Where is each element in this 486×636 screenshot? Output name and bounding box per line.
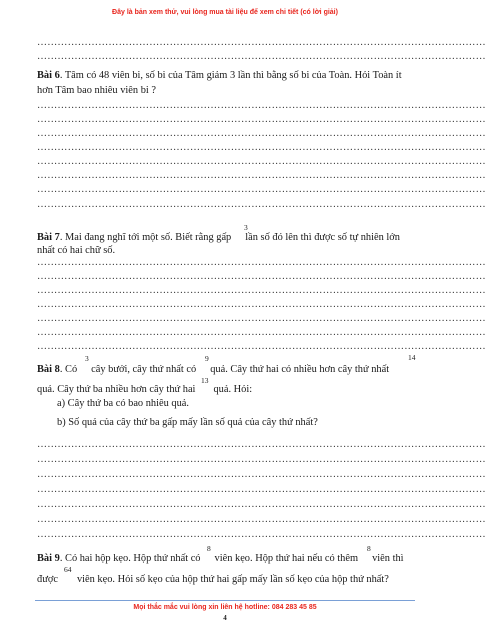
bai8-option-b: b) Số quả của cây thứ ba gấp mấy lần số quả của cây thứ nhất? <box>57 417 318 428</box>
bai8-num-14: 14 <box>408 353 416 362</box>
bai7-text1a: . Mai đang nghĩ tới một số. Biết rằng gấp <box>59 232 232 243</box>
answer-line: …………………………………………………………………………………………………………………… <box>37 184 486 195</box>
page-number: 4 <box>223 614 227 622</box>
bai8-line1 <box>37 364 417 375</box>
answer-line: …………………………………………………………………………………………………………………… <box>37 37 486 48</box>
answer-line: …………………………………………………………………………………………………………………… <box>37 327 486 338</box>
bai8-text1b: cây bưởi, cây thứ nhất có <box>91 364 197 375</box>
answer-line: …………………………………………………………………………………………………………………… <box>37 114 486 125</box>
preview-notice: Đây là bản xem thử, vui lòng mua tài liệu để xem chi tiết (có lời giải) <box>112 9 338 16</box>
answer-line: …………………………………………………………………………………………………………………… <box>37 285 486 296</box>
bai7-num-3: 3 <box>244 223 248 232</box>
answer-line: …………………………………………………………………………………………………………………… <box>37 341 486 352</box>
answer-line: …………………………………………………………………………………………………………………… <box>37 271 486 282</box>
bai8-line2 <box>37 384 417 395</box>
answer-line: …………………………………………………………………………………………………………………… <box>37 499 486 510</box>
answer-line: …………………………………………………………………………………………………………………… <box>37 199 486 210</box>
bai9-line1 <box>37 553 417 564</box>
bai9-text1a: . Có hai hộp kẹo. Hộp thứ nhất có <box>59 553 201 564</box>
bai9-label: Bài 9 <box>37 553 60 564</box>
bai9-num-8a: 8 <box>207 544 211 553</box>
bai6-label: Bài 6 <box>37 70 60 81</box>
answer-line: …………………………………………………………………………………………………………………… <box>37 299 486 310</box>
bai6-text1: . Tâm có 48 viên bi, số bi của Tâm giảm 3 lần thì bằng số bi của Toàn. Hỏi Toàn ít <box>59 70 402 81</box>
bai9-text1b: viên kẹo. Hộp thứ hai nếu có thêm <box>214 553 359 564</box>
answer-line: …………………………………………………………………………………………………………………… <box>37 257 486 268</box>
bai9-text2b: viên kẹo. Hỏi số kẹo của hộp thứ hai gấp mấy lần số kẹo của hộp thứ nhất? <box>76 574 389 585</box>
bai7-line1 <box>37 232 417 243</box>
bai8-text1a: . Có <box>59 364 78 375</box>
bai9-num-8b: 8 <box>367 544 371 553</box>
bai8-text2b: quả. Hỏi: <box>213 384 253 395</box>
answer-line: …………………………………………………………………………………………………………………… <box>37 51 486 62</box>
answer-line: …………………………………………………………………………………………………………………… <box>37 170 486 181</box>
bai8-text2a: quả. Cây thứ ba nhiều hơn cây thứ hai <box>37 384 196 395</box>
bai8-label: Bài 8 <box>37 364 60 375</box>
footer-divider <box>35 600 415 601</box>
bai7-line2: nhất có hai chữ số. <box>37 245 116 256</box>
answer-line: …………………………………………………………………………………………………………………… <box>37 484 486 495</box>
bai8-text1c: quả. Cây thứ hai có nhiều hơn cây thứ nhất <box>210 364 390 375</box>
answer-line: …………………………………………………………………………………………………………………… <box>37 469 486 480</box>
answer-line: …………………………………………………………………………………………………………………… <box>37 156 486 167</box>
answer-line: …………………………………………………………………………………………………………………… <box>37 529 486 540</box>
bai8-num-9: 9 <box>205 354 209 363</box>
answer-line: …………………………………………………………………………………………………………………… <box>37 514 486 525</box>
bai6-line1 <box>37 70 417 81</box>
bai6-line2: hơn Tâm bao nhiêu viên bi ? <box>37 85 156 96</box>
answer-line: …………………………………………………………………………………………………………………… <box>37 142 486 153</box>
answer-line: …………………………………………………………………………………………………………………… <box>37 128 486 139</box>
bai7-label: Bài 7 <box>37 232 60 243</box>
hotline-notice: Mọi thắc mắc vui lòng xin liên hệ hotline: 084 283 45 85 <box>133 604 317 611</box>
bai8-num-3: 3 <box>85 354 89 363</box>
answer-line: …………………………………………………………………………………………………………………… <box>37 439 486 450</box>
bai8-option-a: a) Cây thứ ba có bao nhiêu quả. <box>57 398 190 409</box>
bai9-text1c: viên thì <box>372 553 404 564</box>
bai9-text2a: được <box>37 574 58 585</box>
answer-line: …………………………………………………………………………………………………………………… <box>37 313 486 324</box>
bai9-line2 <box>37 574 417 585</box>
bai9-num-64: 64 <box>64 565 72 574</box>
answer-line: …………………………………………………………………………………………………………………… <box>37 454 486 465</box>
bai8-num-13: 13 <box>201 376 209 385</box>
answer-line: …………………………………………………………………………………………………………………… <box>37 100 486 111</box>
bai7-text1b: lần số đó lên thì được số tự nhiên lớn <box>245 232 400 243</box>
